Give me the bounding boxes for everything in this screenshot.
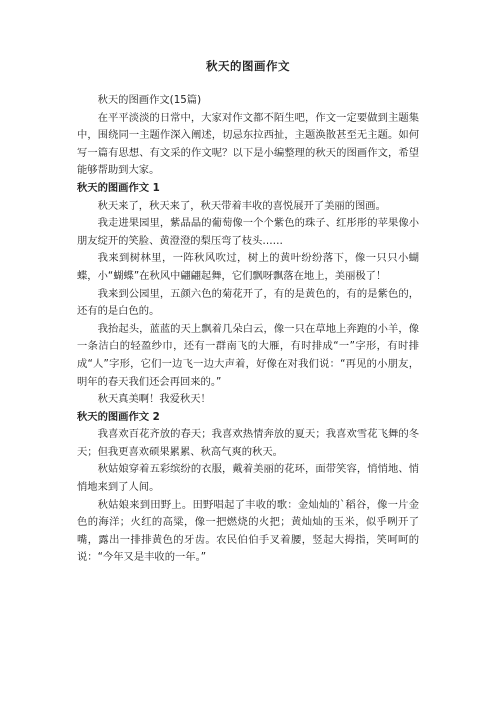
paragraph: 在平平淡淡的日常中，大家对作文都不陌生吧，作文一定要做到主题集中，围绕同一主题作深入阐述，切忌东拉西扯，主题涣散甚至无主题。如何写一篇有思想、有文采的作文呢？以下是小编整理的秋天的图画作文，希望能够帮助到大家。 xyxy=(77,111,419,177)
document-body xyxy=(77,92,419,567)
paragraph: 我来到树林里，一阵秋风吹过，树上的黄叶纷纷落下，像一只只小蝴蝶，小“蝴蝶”在秋风中翩翩起舞，它们飘呀飘落在地上，美丽极了！ xyxy=(77,252,419,282)
paragraph: 秋天真美啊！我爱秋天！ xyxy=(97,393,211,406)
paragraph: 秋姑娘穿着五彩缤纷的衣服，戴着美丽的花环，面带笑容，悄悄地、悄悄地来到了人间。 xyxy=(77,463,419,494)
section-heading: 秋天的图画作文 1 xyxy=(77,181,160,194)
paragraph: 秋姑娘来到田野上。田野唱起了丰收的歌：金灿灿的`稻谷，像一片金色的海洋；火红的高粱，像一把燃烧的火把；黄灿灿的玉米，似乎咧开了嘴，露出一排排黄色的牙齿。农民伯伯手叉着腰，竖起大拇指，笑呵呵的说：“今年又是丰收的一年。” xyxy=(77,498,419,564)
paragraph: 秋天的图画作文(15篇) xyxy=(97,94,202,106)
paragraph: 我抬起头，蓝蓝的天上飘着几朵白云，像一只在草地上奔跑的小羊，像一条洁白的轻盈纱巾，还有一群南飞的大雁，有时排成“一”字形，有时排成“人”字形，它们一边飞一边大声着，好像在对我们说：“再见的小朋友，明年的春天我们还会再回来的。” xyxy=(77,322,419,388)
paragraph: 我来到公园里，五颜六色的菊花开了，有的是黄色的，有的是紫色的，还有的是白色的。 xyxy=(77,287,419,318)
paragraph: 我喜欢百花齐放的春天；我喜欢热情奔放的夏天；我喜欢雪花飞舞的冬天；但我更喜欢硕果累累、秋高气爽的秋天。 xyxy=(77,428,419,458)
paragraph: 我走进果园里，紫晶晶的葡萄像一个个紫色的珠子、红彤彤的苹果像小朋友绽开的笑脸、黄澄澄的梨压弯了枝头…… xyxy=(77,217,419,247)
section-heading: 秋天的图画作文 2 xyxy=(77,410,160,423)
paragraph: 秋天来了，秋天来了，秋天带着丰收的喜悦展开了美丽的图画。 xyxy=(97,199,386,212)
page-title: 秋天的图画作文 xyxy=(206,59,290,73)
